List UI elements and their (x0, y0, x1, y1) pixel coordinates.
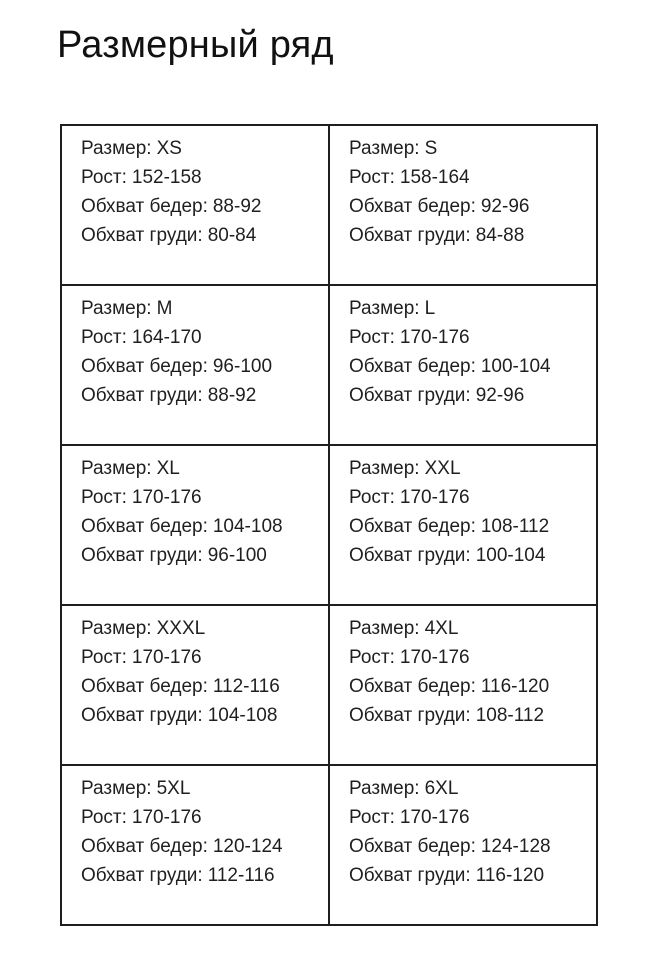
chest-value: 116-120 (475, 865, 545, 886)
size-cell-l (329, 285, 597, 445)
size-cell-4xl (329, 605, 597, 765)
hips-label: Обхват бедер: (81, 676, 208, 697)
size-line (349, 134, 588, 163)
height-line (349, 803, 588, 832)
size-value: M (156, 298, 173, 319)
hips-label: Обхват бедер: (349, 836, 476, 857)
size-label: Размер: (81, 458, 152, 479)
hips-line (349, 512, 588, 541)
hips-label: Обхват бедер: (349, 676, 476, 697)
height-line (81, 803, 320, 832)
size-cell-5xl (61, 765, 329, 925)
height-line (81, 483, 320, 512)
chest-value: 104-108 (207, 705, 278, 726)
height-value: 152-158 (131, 167, 202, 188)
chest-label: Обхват груди: (81, 705, 203, 726)
hips-label: Обхват бедер: (349, 356, 476, 377)
hips-line (81, 352, 320, 381)
size-line (349, 294, 588, 323)
height-value: 170-176 (399, 327, 470, 348)
height-label: Рост: (349, 807, 395, 828)
height-line (349, 643, 588, 672)
height-value: 164-170 (131, 327, 202, 348)
hips-label: Обхват бедер: (349, 516, 476, 537)
height-value: 170-176 (399, 807, 470, 828)
hips-line (349, 352, 588, 381)
chest-label: Обхват груди: (81, 385, 203, 406)
chest-line (81, 701, 320, 730)
hips-value: 124-128 (480, 836, 551, 857)
chest-value: 92-96 (475, 385, 525, 406)
height-label: Рост: (81, 167, 127, 188)
chest-value: 112-116 (207, 865, 275, 886)
table-row (61, 445, 597, 605)
hips-value: 116-120 (480, 676, 550, 697)
chest-line (81, 861, 320, 890)
size-value: 5XL (156, 778, 191, 799)
hips-line (349, 832, 588, 861)
size-cell-s (329, 125, 597, 285)
table-row (61, 605, 597, 765)
height-label: Рост: (81, 487, 127, 508)
hips-line (349, 192, 588, 221)
size-line (349, 614, 588, 643)
chest-label: Обхват груди: (349, 705, 471, 726)
chest-line (81, 541, 320, 570)
height-value: 158-164 (399, 167, 470, 188)
size-label: Размер: (349, 298, 420, 319)
size-line (81, 454, 320, 483)
height-label: Рост: (81, 807, 127, 828)
page-title: Размерный ряд (57, 24, 334, 66)
chest-line (349, 861, 588, 890)
size-label: Размер: (349, 778, 420, 799)
chest-line (349, 221, 588, 250)
hips-line (81, 192, 320, 221)
size-line (349, 454, 588, 483)
size-value: XXXL (156, 618, 206, 639)
height-label: Рост: (349, 167, 395, 188)
size-table (60, 124, 598, 926)
hips-label: Обхват бедер: (349, 196, 476, 217)
hips-value: 92-96 (480, 196, 530, 217)
hips-value: 96-100 (212, 356, 273, 377)
table-row (61, 765, 597, 925)
table-row (61, 285, 597, 445)
chest-label: Обхват груди: (349, 865, 471, 886)
size-label: Размер: (349, 138, 420, 159)
height-label: Рост: (81, 647, 127, 668)
size-label: Размер: (81, 618, 152, 639)
size-line (349, 774, 588, 803)
height-line (81, 323, 320, 352)
height-label: Рост: (349, 327, 395, 348)
size-cell-xl (61, 445, 329, 605)
height-value: 170-176 (131, 487, 202, 508)
chest-line (349, 381, 588, 410)
chest-line (81, 221, 320, 250)
hips-value: 120-124 (212, 836, 283, 857)
height-value: 170-176 (399, 487, 470, 508)
hips-line (81, 672, 320, 701)
size-cell-xxl (329, 445, 597, 605)
size-cell-xs (61, 125, 329, 285)
chest-line (349, 701, 588, 730)
size-value: 4XL (424, 618, 459, 639)
height-line (81, 163, 320, 192)
hips-line (81, 512, 320, 541)
size-line (81, 134, 320, 163)
chest-line (349, 541, 588, 570)
chest-label: Обхват груди: (81, 225, 203, 246)
hips-value: 108-112 (480, 516, 550, 537)
chest-label: Обхват груди: (81, 865, 203, 886)
table-row (61, 125, 597, 285)
hips-value: 88-92 (212, 196, 262, 217)
height-line (349, 163, 588, 192)
size-label: Размер: (81, 298, 152, 319)
height-line (349, 483, 588, 512)
size-value: L (424, 298, 436, 319)
height-value: 170-176 (131, 647, 202, 668)
chest-label: Обхват груди: (349, 225, 471, 246)
size-line (81, 294, 320, 323)
size-value: S (424, 138, 438, 159)
size-label: Размер: (349, 618, 420, 639)
hips-value: 104-108 (212, 516, 283, 537)
height-label: Рост: (349, 487, 395, 508)
chest-value: 80-84 (207, 225, 257, 246)
chest-label: Обхват груди: (349, 385, 471, 406)
size-value: XXL (424, 458, 461, 479)
size-line (81, 614, 320, 643)
hips-label: Обхват бедер: (81, 356, 208, 377)
size-label: Размер: (81, 138, 152, 159)
height-label: Рост: (81, 327, 127, 348)
size-label: Размер: (349, 458, 420, 479)
height-line (81, 643, 320, 672)
height-label: Рост: (349, 647, 395, 668)
chest-value: 108-112 (475, 705, 545, 726)
height-line (349, 323, 588, 352)
hips-value: 112-116 (212, 676, 280, 697)
height-value: 170-176 (399, 647, 470, 668)
chest-label: Обхват груди: (81, 545, 203, 566)
size-line (81, 774, 320, 803)
chest-value: 96-100 (207, 545, 267, 566)
hips-value: 100-104 (480, 356, 551, 377)
size-value: XL (156, 458, 180, 479)
chest-value: 88-92 (207, 385, 257, 406)
hips-label: Обхват бедер: (81, 196, 208, 217)
size-value: XS (156, 138, 182, 159)
size-label: Размер: (81, 778, 152, 799)
chest-value: 100-104 (475, 545, 546, 566)
size-value: 6XL (424, 778, 459, 799)
hips-line (349, 672, 588, 701)
height-value: 170-176 (131, 807, 202, 828)
chest-label: Обхват груди: (349, 545, 471, 566)
size-cell-m (61, 285, 329, 445)
size-cell-6xl (329, 765, 597, 925)
hips-label: Обхват бедер: (81, 836, 208, 857)
chest-line (81, 381, 320, 410)
chest-value: 84-88 (475, 225, 525, 246)
hips-label: Обхват бедер: (81, 516, 208, 537)
hips-line (81, 832, 320, 861)
size-cell-xxxl (61, 605, 329, 765)
